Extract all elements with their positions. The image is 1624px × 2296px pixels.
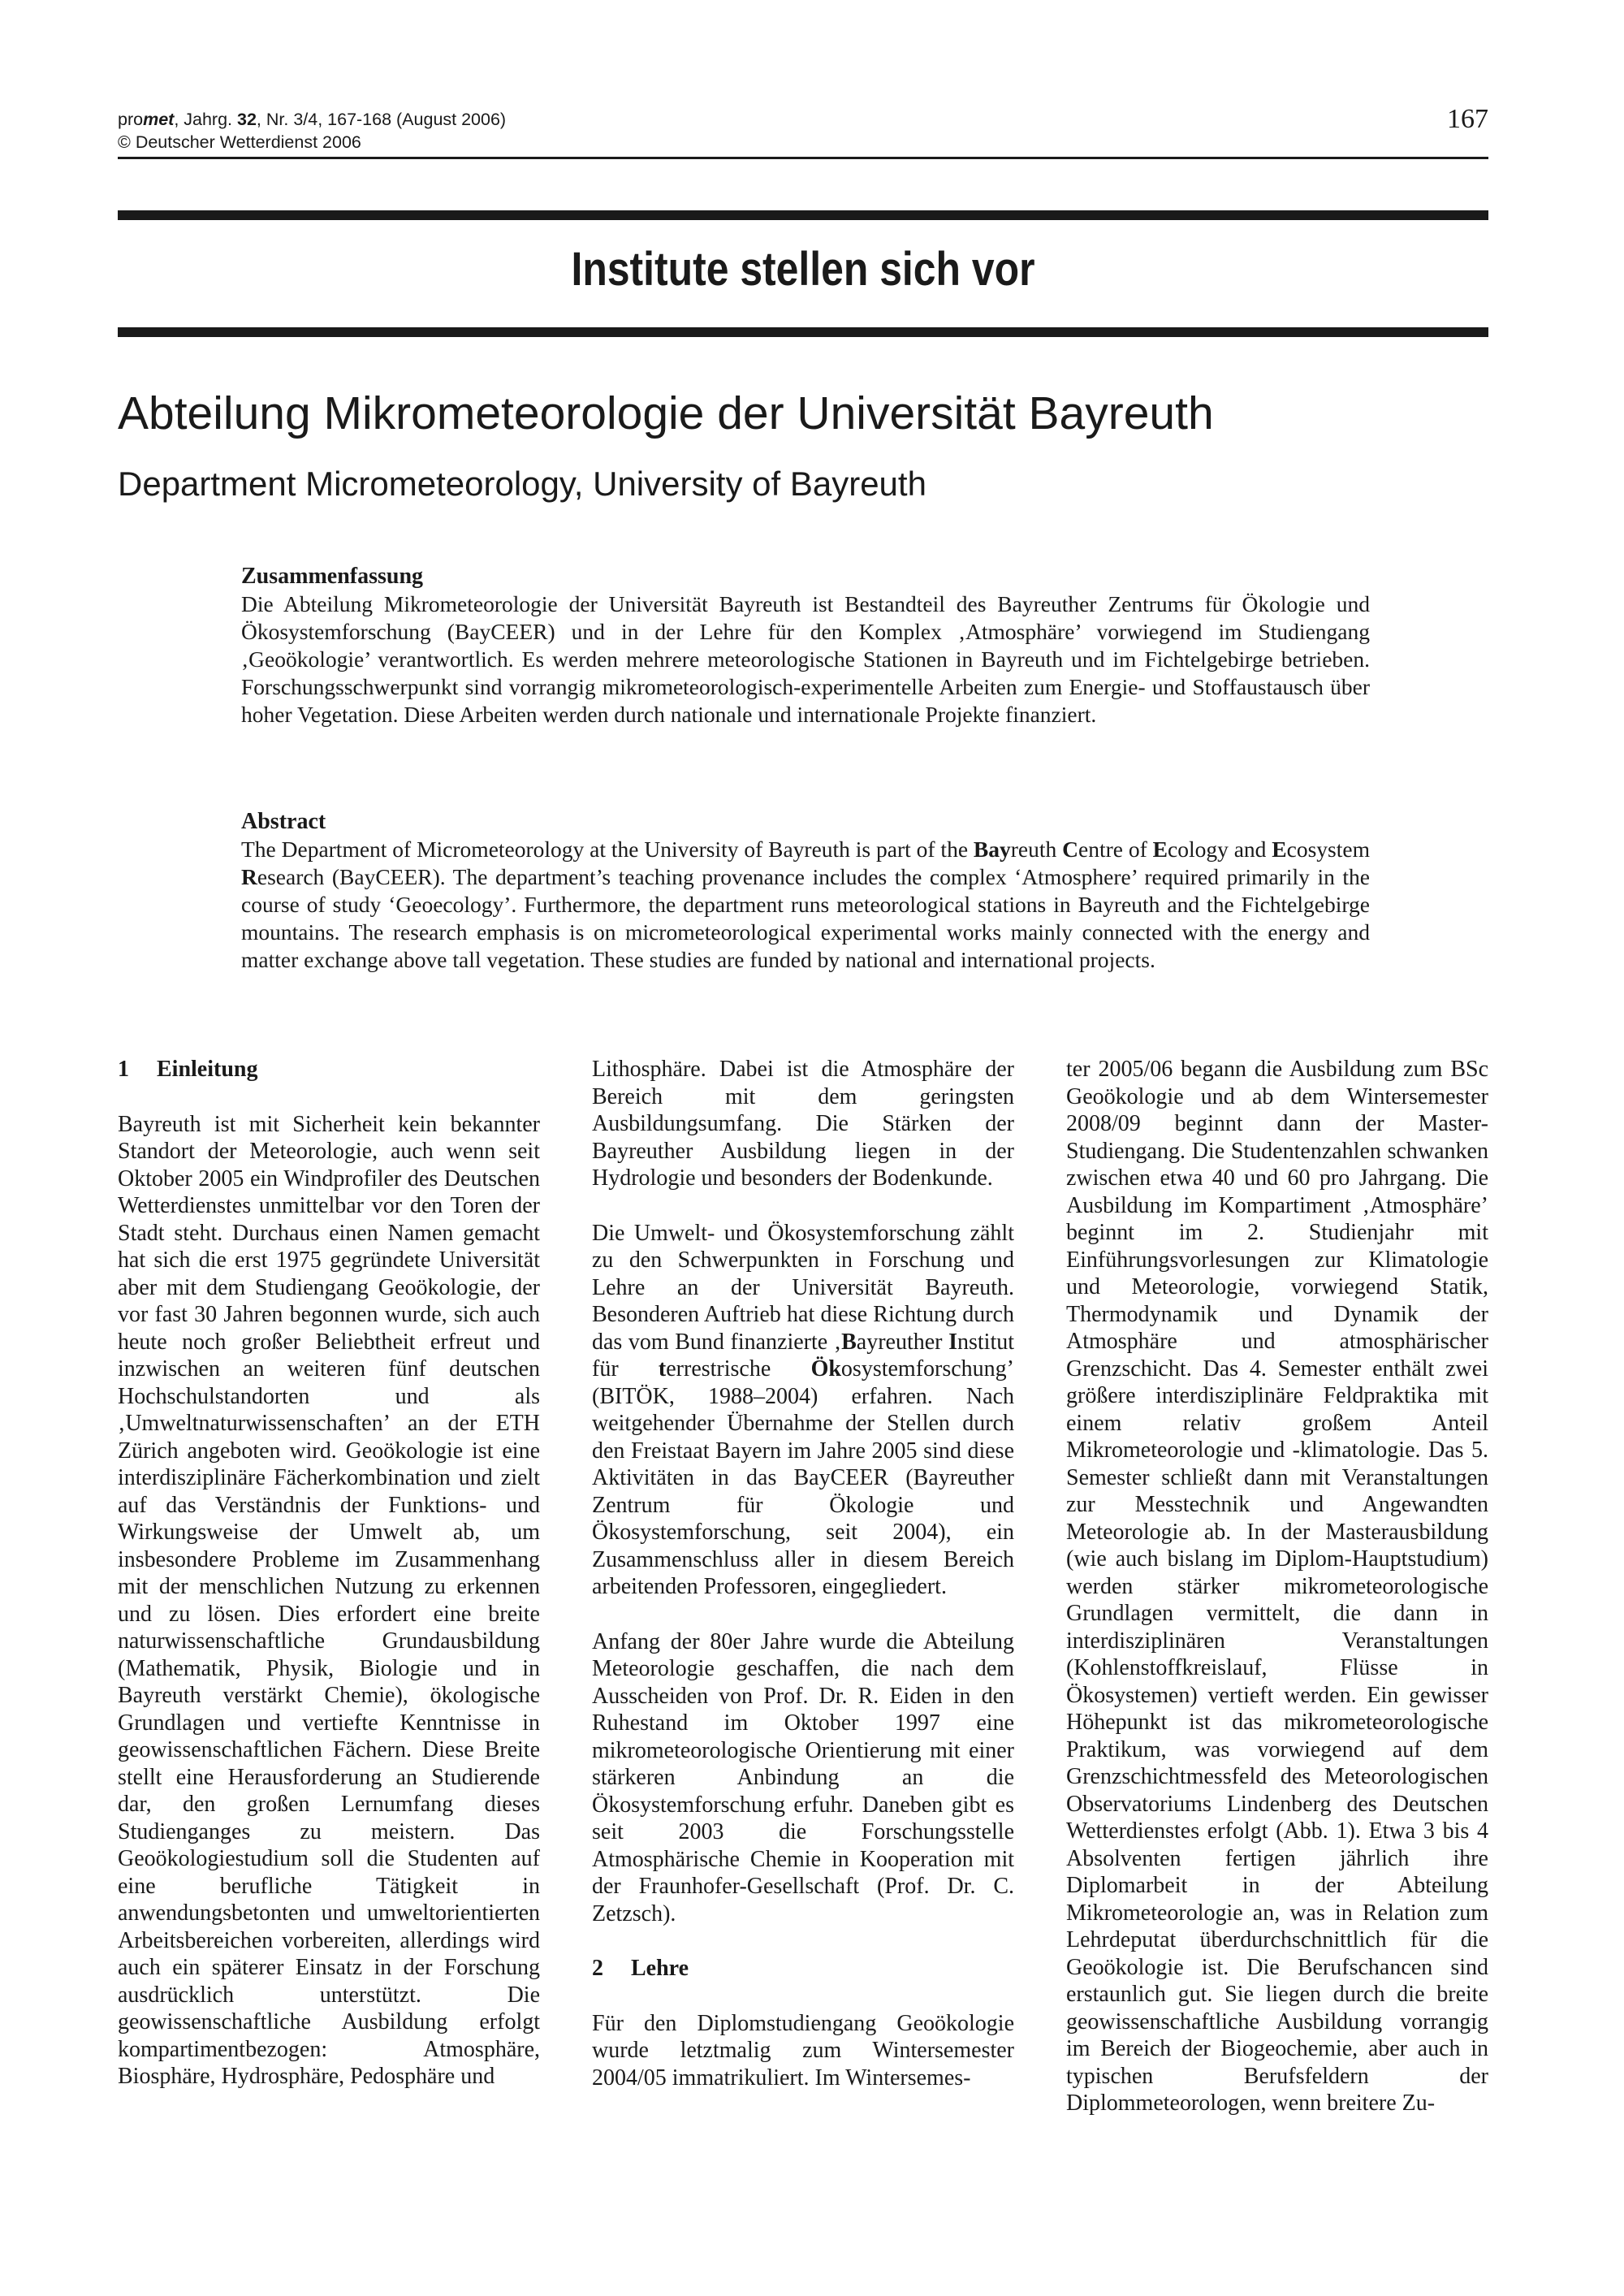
abstract <box>241 808 1370 974</box>
journal-header <box>118 108 506 153</box>
section-heading-einleitung: 1 Einleitung <box>118 1057 258 1082</box>
section-rule-bottom <box>118 327 1488 337</box>
paragraph-4: Für den Diplomstudiengang Geoökologie wurde letztmalig zum Wintersemester 2004/05 immatrikuliert. Im Wintersemes- <box>592 2010 1014 2091</box>
paragraph-3: Anfang der 80er Jahre wurde die Abteilung Meteorologie geschaffen, die nach dem Ausscheiden von Prof. Dr. R. Eiden in den Ruhestand im Oktober 1997 eine mikrometeorologische Orientierung mit einer stärkeren Anbindung an die Ökosystemforschung erfuhr. Daneben gibt es seit 2003 die Forschungsstelle Atmosphärische Chemie in Kooperation mit der Fraunhofer-Gesellschaft (Prof. Dr. C. Zetzsch). <box>592 1628 1014 1926</box>
header-rule <box>118 157 1488 159</box>
section-rule-top <box>118 210 1488 220</box>
page-number: 167 <box>1447 104 1488 134</box>
section-heading-lehre: 2 Lehre <box>592 1956 689 1981</box>
column-2 <box>592 1056 1014 2119</box>
abstract-heading: Abstract <box>241 809 326 834</box>
section-title: Institute stellen sich vor <box>571 243 1035 296</box>
article-title-german: Abteilung Mikrometeorologie der Universität Bayreuth <box>118 387 1214 439</box>
article-title-english: Department Micrometeorology, University of Bayreuth <box>118 465 926 503</box>
copyright-line: © Deutscher Wetterdienst 2006 <box>118 132 361 152</box>
zusammenfassung-heading: Zusammenfassung <box>241 564 424 589</box>
column-3 <box>1066 1056 1488 2145</box>
paragraph-1-continued: Lithosphäre. Dabei ist die Atmosphäre der Bereich mit dem geringsten Ausbildungsumfang. Die Stärken der Bayreuther Ausbildung liegen in der Hydrologie und besonders der Bodenkunde. <box>592 1057 1014 1191</box>
abstract-text: The Department of Micrometeorology at the University of Bayreuth is part of the Bayreuth Centre of Ecology and Ecosystem Research (BayCEER). The department’s teaching provenance includes the complex ‘Atmosphere’ required primarily in the course of study ‘Geoecology’. Furthermore, the department runs meteorological stations in Bayreuth and the Fichtelgebirge mountains. The research emphasis is on micrometeorological experimental works mainly connected with the energy and matter exchange above tall vegetation. These studies are funded by national and international projects. <box>241 837 1370 972</box>
paragraph-2: Die Umwelt- und Ökosystemforschung zählt zu den Schwerpunkten in Forschung und Lehre an der Universität Bayreuth. Besonderen Auftrieb hat diese Richtung durch das vom Bund finanzierte ‚Bayreuther Institut für terrestrische Ökosystemforschung’ (BITÖK, 1988–2004) erfahren. Nach weitgehender Übernahme der Stellen durch den Freistaat Bayern im Jahre 2005 sind diese Aktivitäten in das BayCEER (Bayreuther Zentrum für Ökologie und Ökosystemforschung, seit 2004), ein Zusammenschluss aller in diesem Bereich arbeitenden Professoren, eingegliedert. <box>592 1220 1014 1599</box>
zusammenfassung-text: Die Abteilung Mikrometeorologie der Universität Bayreuth ist Bestandteil des Bayreuther Zentrums für Ökologie und Ökosystemforschung (BayCEER) und in der Lehre für den Komplex ‚Atmosphäre’ vorwiegend im Studiengang ‚Geoökologie’ verantwortlich. Es werden mehrere meteorologische Stationen in Bayreuth und im Fichtelgebirge betrieben. Forschungsschwerpunkt sind vorrangig mikrometeorologisch-experimentelle Arbeiten zum Energie- und Stoffaustausch über hoher Vegetation. Diese Arbeiten werden durch nationale und internationale Projekte finanziert. <box>241 591 1370 727</box>
paragraph-4-continued: ter 2005/06 begann die Ausbildung zum BSc Geoökologie und ab dem Wintersemester 2008/09 beginnt dann der Master-Studiengang. Die Studentenzahlen schwanken zwischen etwa 40 und 60 pro Jahrgang. Die Ausbildung im Kompartiment ‚Atmosphäre’ beginnt im 2. Studienjahr mit Einführungsvorlesungen zur Klimatologie und Meteorologie, vorwiegend Statik, Thermodynamik und Dynamik der Atmosphäre und atmosphärischer Grenzschicht. Das 4. Semester enthält zwei größere interdisziplinäre Feldpraktika mit einem relativ großem Anteil Mikrometeorologie und -klimatologie. Das 5. Semester schließt dann mit Veranstaltungen zur Messtechnik und Angewandten Meteorologie ab. In der Masterausbildung (wie auch bislang im Diplom-Hauptstudium) werden stärker mikrometeorologische Grundlagen vermittelt, die dann in interdisziplinären Veranstaltungen (Kohlenstoffkreislauf, Flüsse in Ökosystemen) vertieft werden. Ein gewisser Höhepunkt ist das mikrometeorologische Praktikum, was vorwiegend auf dem Grenzschichtmessfeld des Meteorologischen Observatoriums Lindenberg des Deutschen Wetterdienstes erfolgt (Abb. 1). Etwa 3 bis 4 Absolventen fertigen jährlich ihre Diplomarbeit in der Abteilung Mikrometeorologie an, was in Relation zum Lehrdeputat überdurchschnittlich für die Geoökologie ist. Die Berufschancen sind erstaunlich gut. Sie liegen durch die breite geowissenschaftliche Ausbildung vorrangig im Bereich der Biogeochemie, aber auch in typischen Berufsfeldern der Diplommeteorologen, wenn breitere Zu- <box>1066 1057 1488 2116</box>
column-1 <box>118 1056 540 2118</box>
zusammenfassung <box>241 563 1370 729</box>
paragraph-1: Bayreuth ist mit Sicherheit kein bekannter Standort der Meteorologie, auch wenn seit Oktober 2005 ein Windprofiler des Deutschen Wetterdienstes unmittelbar vor den Toren der Stadt steht. Durchaus einen Namen gemacht hat sich die erst 1975 gegründete Universität aber mit dem Studiengang Geoökologie, der vor fast 30 Jahren begonnen wurde, sich auch heute noch großer Beliebtheit erfreut und inzwischen an weiteren fünf deutschen Hochschulstandorten und als ‚Umweltnaturwissenschaften’ an der ETH Zürich angeboten wird. Geoökologie ist eine interdisziplinäre Fächerkombination und zielt auf das Verständnis der Funktions- und Wirkungsweise der Umwelt ab, um insbesondere Probleme im Zusammenhang mit der menschlichen Nutzung zu erkennen und zu lösen. Dies erfordert eine breite naturwissenschaftliche Grundausbildung (Mathematik, Physik, Biologie und in Bayreuth verstärkt Chemie), ökologische Grundlagen und vertiefte Kenntnisse in geowissenschaftlichen Fächern. Diese Breite stellt eine Herausforderung an Studierende dar, den großen Lernumfang dieses Studienganges zu meistern. Das Geoökologiestudium soll die Studenten auf eine berufliche Tätigkeit in anwendungsbetonten und umweltorientierten Arbeitsbereichen vorbereiten, allerdings wird auch ein späterer Einsatz in der Forschung ausdrücklich unterstützt. Die geowissenschaftliche Ausbildung erfolgt kompartimentbezogen: Atmosphäre, Biosphäre, Hydrosphäre, Pedosphäre und <box>118 1111 540 2089</box>
journal-citation: promet, Jahrg. 32, Nr. 3/4, 167-168 (August 2006) <box>118 110 507 129</box>
